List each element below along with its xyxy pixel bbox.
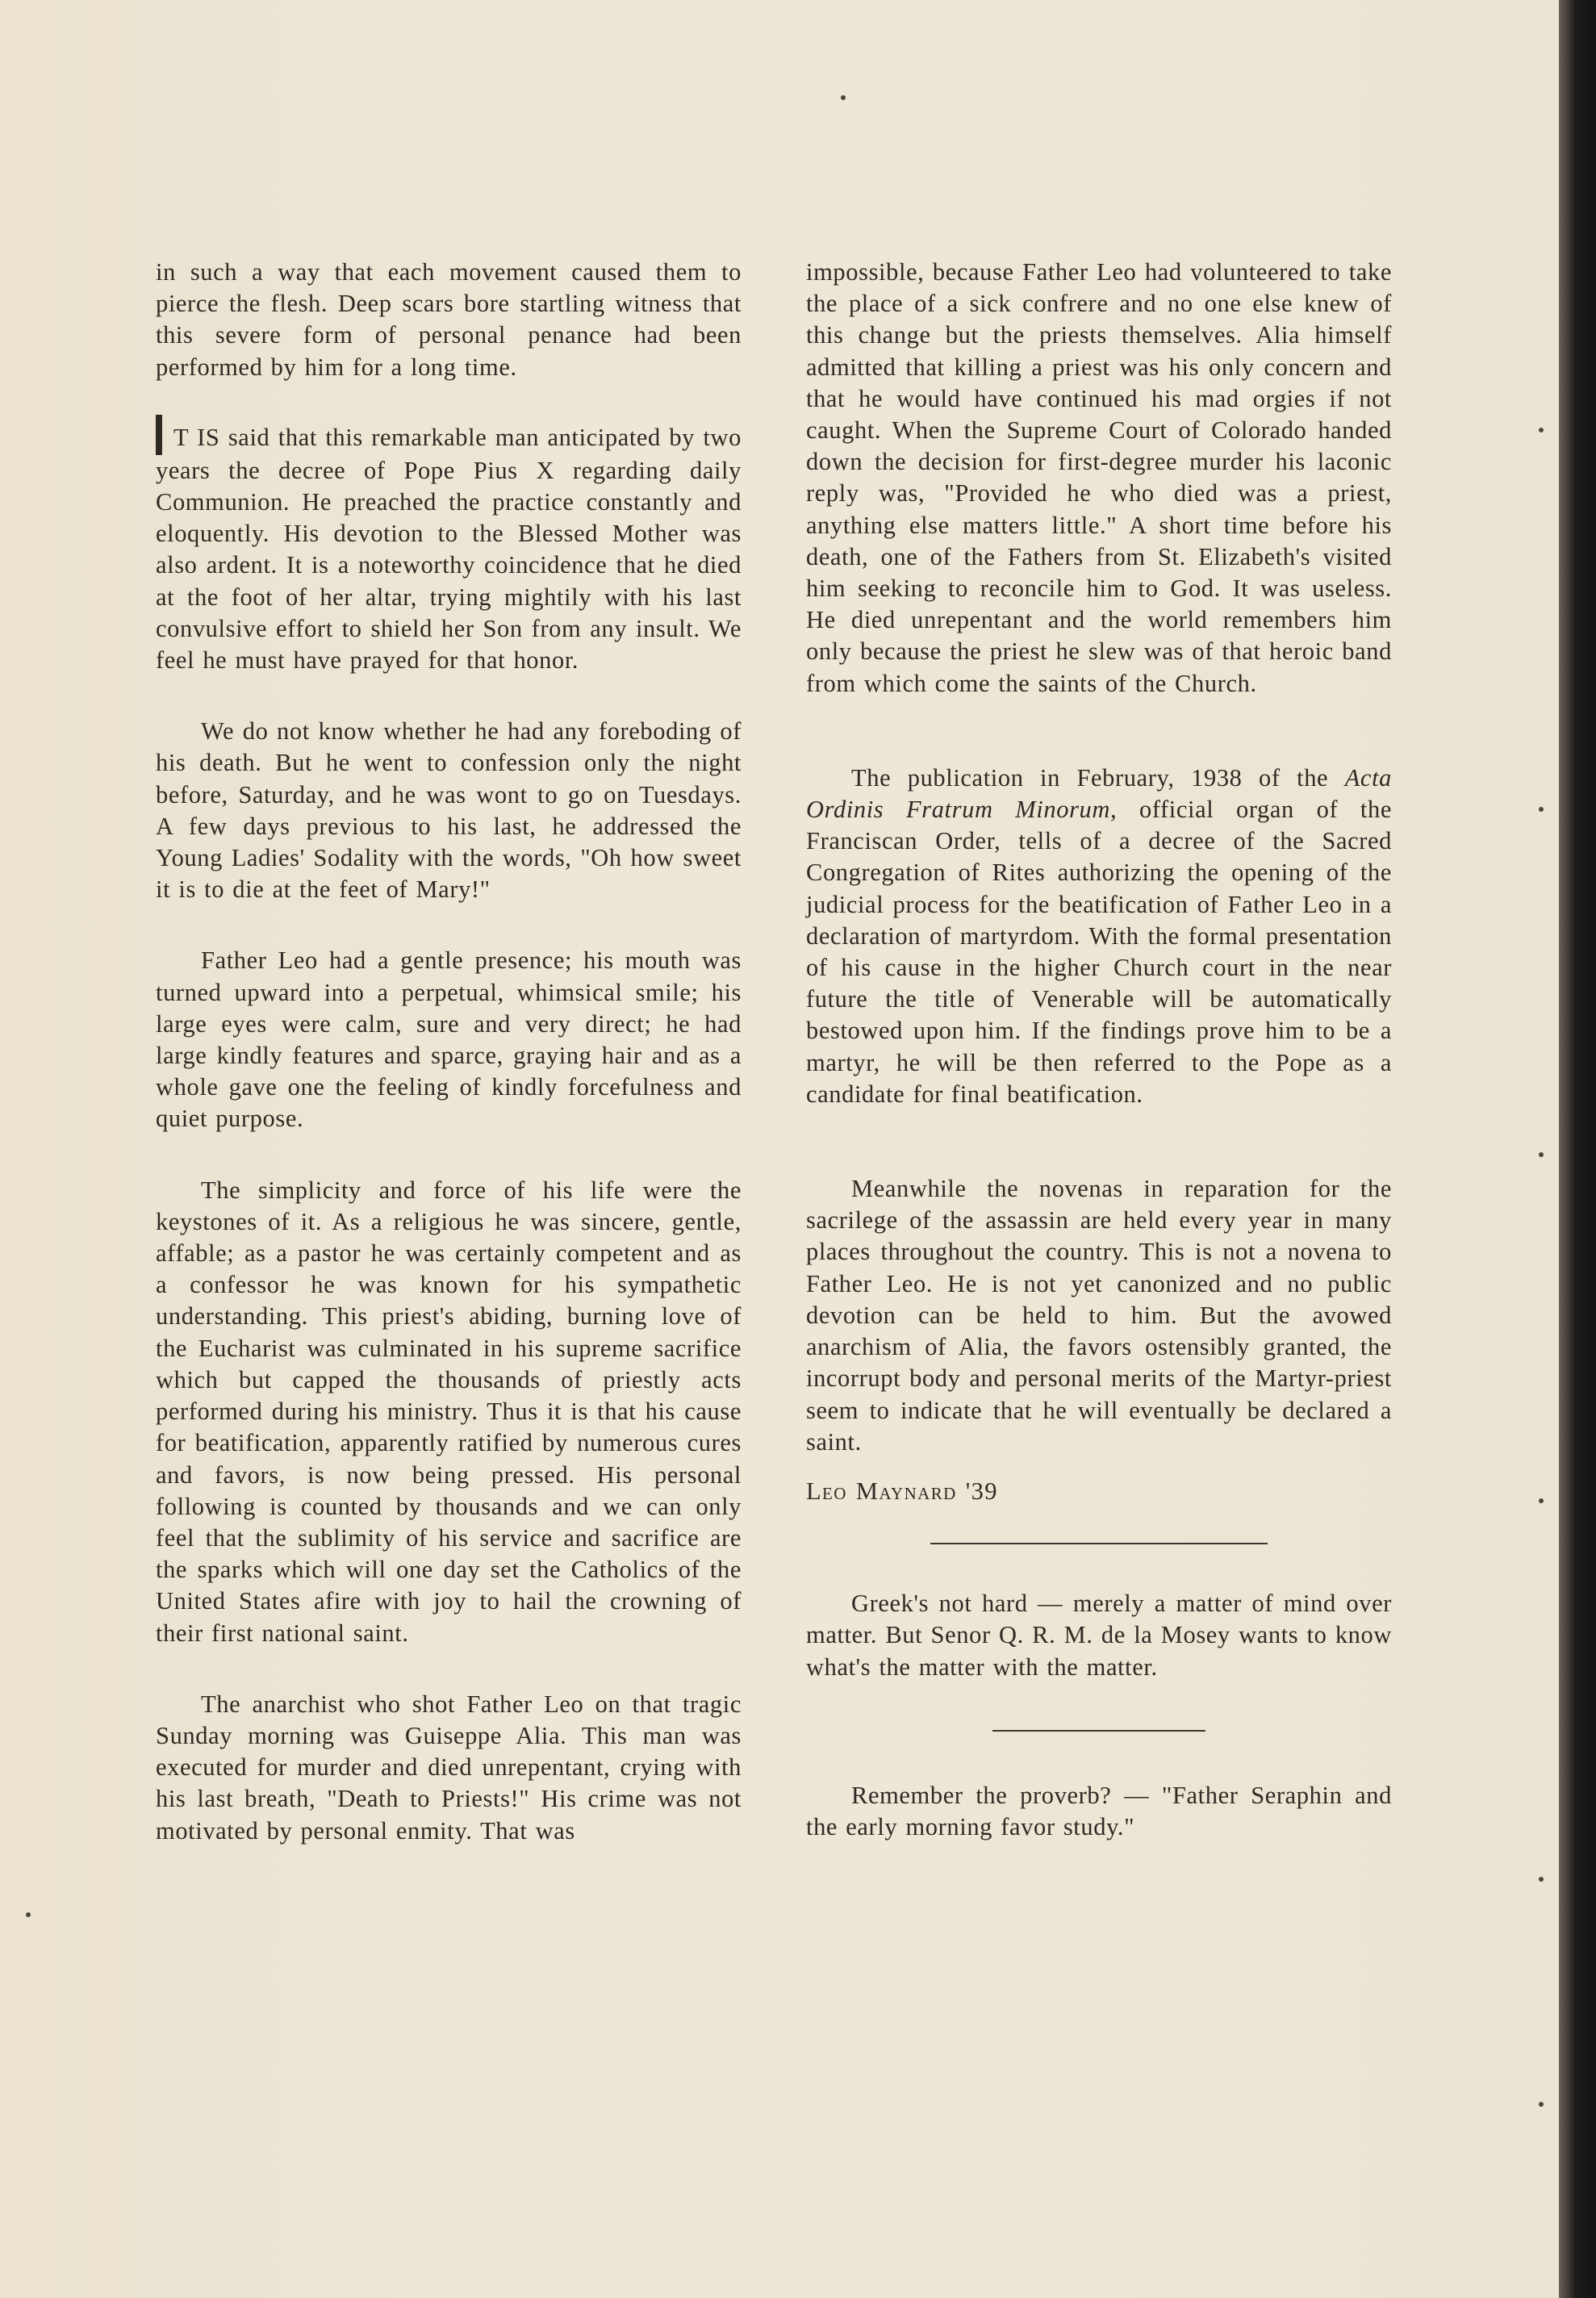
ink-speck	[841, 95, 846, 100]
left-column	[156, 257, 742, 1886]
paragraph: Meanwhile the novenas in reparation for the sacrilege of the assassin are held every year in many places throughout the country. This is not a novena to Father Leo. He is not yet canonized and no public devotion can be held to him. But the avowed anarchism of Alia, the favors ostensibly granted, the incorrupt body and personal merits of the Martyr-priest seem to indicate that he will eventually be declared a saint.	[806, 1175, 1392, 1456]
paragraph: impossible, because Father Leo had volunteered to take the place of a sick confrere and no one else knew of this change but the priests themselves. Alia himself admitted that killing a priest was his only concern and that he would have continued his mad orgies if not caught. When the Supreme Court of Colorado handed down the decision for first-degree murder his laconic reply was, "Provided he who died was a priest, anything else matters little." A short time before his death, one of the Fathers from St. Elizabeth's visited him seeking to reconcile him to God. It was useless. He died unrepentant and the world remembers him only because the priest he slew was of that heroic band from which come the saints of the Church.	[806, 258, 1392, 697]
ink-speck	[1539, 807, 1544, 812]
scanned-page-edge	[1559, 0, 1596, 2298]
paragraph: The anarchist who shot Father Leo on that tragic Sunday morning was Guiseppe Alia. This man was executed for murder and died unrepentant, crying with his last breath, "Death to Priests!" His crime was not motivated by personal enmity. That was	[156, 1690, 742, 1845]
paragraph-text: official organ of the Franciscan Order, tells of a decree of the Sacred Congregation of Rites authorizing the opening of the judicial process for the beatification of Father Leo in a declaration of martyrdom. With the formal presentation of his cause in the higher Church court in the near future the title of Venerable will be automatically bestowed upon him. If the findings prove him to be a martyr, he will be then referred to the Pope as a candidate for final beatification.	[806, 796, 1392, 1108]
ink-speck	[1539, 1877, 1544, 1882]
author-signature: Leo Maynard '39	[806, 1477, 998, 1505]
paragraph	[806, 763, 1392, 1110]
paragraph-dropcap	[156, 415, 742, 676]
right-column	[806, 257, 1392, 1843]
ink-speck	[26, 1912, 31, 1917]
paragraph-text: T IS said that this remarkable man anticipated by two years the decree of Pope Pius X regarding daily Communion. He preached the practice constantly and eloquently. His devotion to the Blessed Mother was also ardent. It is a noteworthy coincidence that he died at the foot of her altar, trying mightily with his last convulsive effort to shield her Son from any insult. We feel he must have prayed for that honor.	[156, 423, 742, 675]
paragraph: Father Leo had a gentle presence; his mouth was turned upward into a perpetual, whimsical smile; his large eyes were calm, sure and very direct; he had large kindly features and sparce, graying hair and as a whole gave one the feeling of kindly forcefulness and quiet purpose.	[156, 946, 742, 1133]
publication-title: Acta Ordinis Fratrum Minorum,	[806, 763, 1392, 824]
paragraph: We do not know whether he had any foreboding of his death. But he went to confession only the night before, Saturday, and he was wont to go on Tuesdays. A few days previous to his last, he addressed the Young Ladies' Sodality with the words, "Oh how sweet it is to die at the feet of Mary!"	[156, 717, 742, 904]
ink-speck	[1539, 1152, 1544, 1157]
paragraph: in such a way that each movement caused them to pierce the flesh. Deep scars bore startling witness that this severe form of personal penance had been performed by him for a long time.	[156, 258, 742, 381]
paragraph: The simplicity and force of his life were the keystones of it. As a religious he was sincere, gentle, affable; as a pastor he was certainly competent and as a confessor he was known for his sympathetic understanding. This priest's abiding, burning love of the Eucharist was culminated in his supreme sacrifice which but capped the thousands of priestly acts performed during his ministry. Thus it is that his cause for beatification, apparently ratified by numerous cures and favors, is now being pressed. His personal following is counted by thousands and we can only feel that the sublimity of his service and sacrifice are the sparks which will one day set the Catholics of the United States afire with joy to hail the crowning of their first national saint.	[156, 1176, 742, 1647]
ink-speck	[1539, 428, 1544, 432]
ink-speck	[1539, 1498, 1544, 1503]
initial-letter-bar	[156, 415, 162, 455]
section-divider	[930, 1543, 1268, 1544]
ink-speck	[1539, 2102, 1544, 2107]
filler-note: Remember the proverb? — "Father Seraphin and the early morning favor study."	[806, 1781, 1392, 1840]
filler-note: Greek's not hard — merely a matter of mind over matter. But Senor Q. R. M. de la Mosey wants to know what's the matter with the matter.	[806, 1590, 1392, 1681]
paragraph-text: The publication in February, 1938 of the	[851, 763, 1345, 792]
section-divider	[992, 1730, 1205, 1732]
